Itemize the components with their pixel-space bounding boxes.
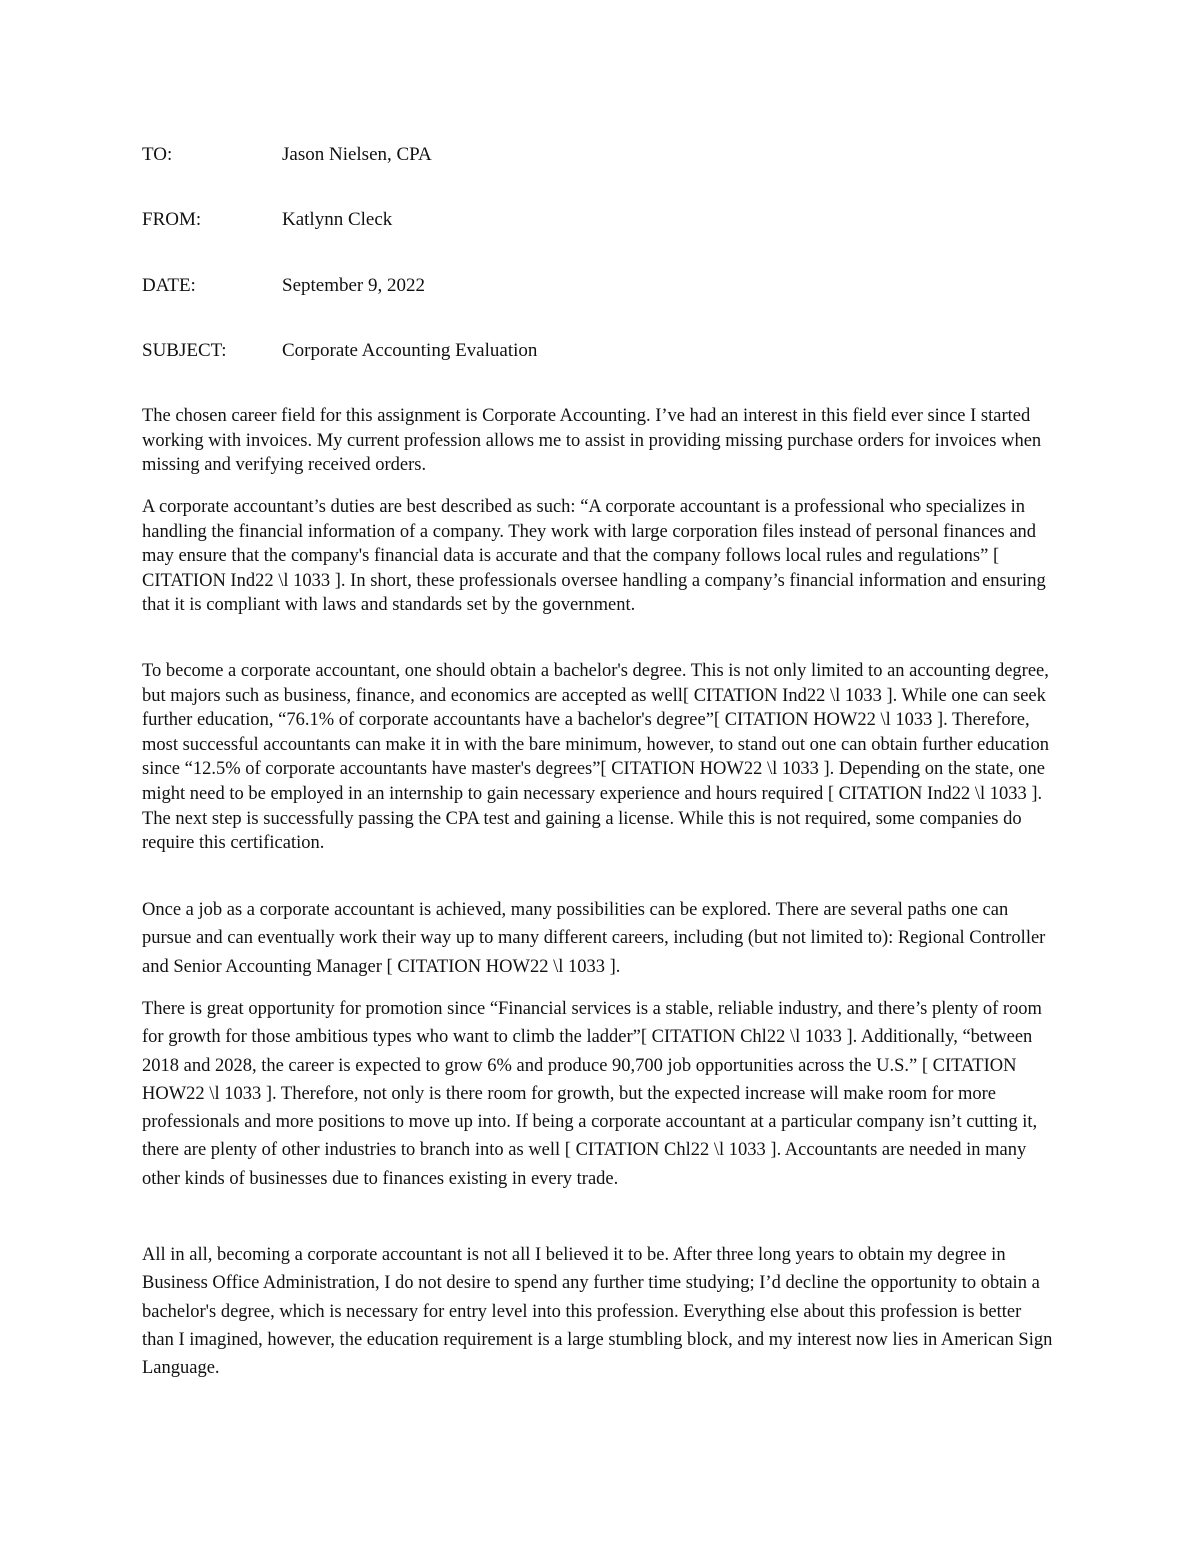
to-label: TO: bbox=[142, 144, 173, 165]
subject-label: SUBJECT: bbox=[142, 340, 227, 361]
to-value: Jason Nielsen, CPA bbox=[282, 144, 432, 165]
body-paragraph-duties: A corporate accountant’s duties are best described as such: “A corporate accountant is a professional who specializes in handling the financial information of a company. They work with large corporation files instead of personal finances and may ensure that the company's financial data is accurate and that the company follows local rules and regulations” [ CITATION Ind22 \l 1033 ]. In short, these professionals oversee handling a company’s financial information and ensuring that it is compliant with laws and standards set by the government. bbox=[142, 497, 1046, 616]
body-paragraph-intro: The chosen career field for this assignment is Corporate Accounting. I’ve had an interest in this field ever since I started working with invoices. My current profession allows me to assist in providing missing purchase orders for invoices when missing and verifying received orders. bbox=[142, 406, 1042, 476]
body-paragraph-career-paths: Once a job as a corporate accountant is achieved, many possibilities can be explored. There are several paths one can pursue and can eventually work their way up to many different careers, including (but not limited to): Regional Controller and Senior Accounting Manager [ CITATION HOW22 \l 1033 ]. bbox=[142, 900, 1046, 977]
body-paragraph-conclusion: All in all, becoming a corporate accountant is not all I believed it to be. After three long years to obtain my degree in Business Office Administration, I do not desire to spend any further time studying; I’d decline the opportunity to obtain a bachelor's degree, which is necessary for entry level into this profession. Everything else about this profession is better than I imagined, however, the education requirement is a large stumbling block, and my interest now lies in American Sign Language. bbox=[142, 1245, 1053, 1379]
body-paragraph-education: To become a corporate accountant, one should obtain a bachelor's degree. This is not only limited to an accounting degree, but majors such as business, finance, and economics are accepted as well[ CITATION Ind22 \l 1033 ]. While one can seek further education, “76.1% of corporate accountants have a bachelor's degree”[ CITATION HOW22 \l 1033 ]. Therefore, most successful accountants can make it in with the bare minimum, however, to stand out one can obtain further education since “12.5% of corporate accountants have master's degrees”[ CITATION HOW22 \l 1033 ]. Depending on the state, one might need to be employed in an internship to gain necessary experience and hours required [ CITATION Ind22 \l 1033 ]. The next step is successfully passing the CPA test and gaining a license. While this is not required, some companies do require this certification. bbox=[142, 661, 1050, 854]
date-value: September 9, 2022 bbox=[282, 275, 426, 296]
subject-value: Corporate Accounting Evaluation bbox=[282, 340, 538, 361]
from-value: Katlynn Cleck bbox=[282, 209, 393, 230]
body-paragraph-promotion: There is great opportunity for promotion since “Financial services is a stable, reliable industry, and there’s plenty of room for growth for those ambitious types who want to climb the ladder”[ CITATION Chl22 \l 1033 ]. Additionally, “between 2018 and 2028, the career is expected to grow 6% and produce 90,700 job opportunities across the U.S.” [ CITATION HOW22 \l 1033 ]. Therefore, not only is there room for growth, but the expected increase will make room for more professionals and more positions to move up into. If being a corporate accountant at a particular company isn’t cutting it, there are plenty of other industries to branch into as well [ CITATION Chl22 \l 1033 ]. Accountants are needed in many other kinds of businesses due to finances existing in every trade. bbox=[142, 999, 1042, 1189]
from-label: FROM: bbox=[142, 209, 202, 230]
date-label: DATE: bbox=[142, 275, 196, 296]
